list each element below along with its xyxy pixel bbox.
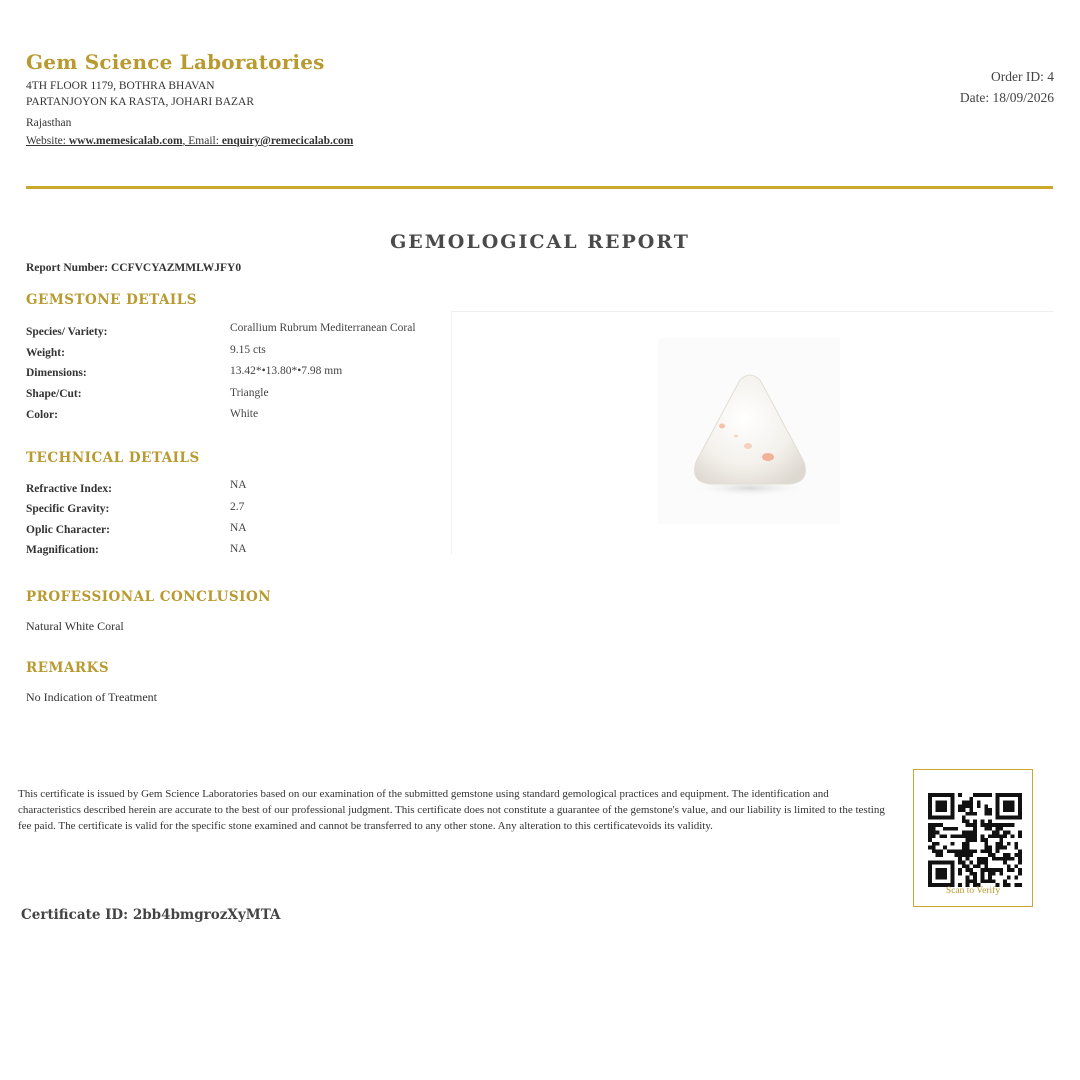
- report-number: Report Number: CCFVCYAZMMLWJFY0: [26, 262, 242, 274]
- gem-row-label: Shape/Cut:: [26, 388, 82, 400]
- remarks-text: No Indication of Treatment: [26, 690, 157, 704]
- qr-caption: Scan to Verify: [945, 886, 1001, 896]
- tech-row-value: NA: [230, 479, 247, 491]
- tech-row-label: Magnification:: [26, 544, 99, 556]
- gem-row-label: Dimensions:: [26, 367, 87, 379]
- address-line-3: Rajasthan: [26, 117, 72, 129]
- address-line-2: PARTANJOYON KA RASTA, JOHARI BAZAR: [26, 96, 255, 108]
- address-line-1: 4TH FLOOR 1179, BOTHRA BHAVAN: [26, 80, 215, 92]
- gem-row-value: Corallium Rubrum Mediterranean Coral: [230, 322, 416, 334]
- gem-row-value: White: [230, 408, 259, 420]
- website-label: Website:: [26, 135, 69, 147]
- lab-name: Gem Science Laboratories: [26, 50, 325, 74]
- website-link[interactable]: www.memesicalab.com: [68, 135, 183, 147]
- gem-row-value: 9.15 cts: [230, 344, 266, 356]
- contact-line: [26, 135, 353, 147]
- gemstone-details-heading: GEMSTONE DETAILS: [26, 292, 197, 308]
- gemstone-image: [660, 340, 840, 530]
- conclusion-text: Natural White Coral: [26, 619, 124, 633]
- gem-row-label: Color:: [26, 409, 58, 421]
- report-title: GEMOLOGICAL REPORT: [390, 231, 690, 253]
- conclusion-heading: PROFESSIONAL CONCLUSION: [26, 589, 272, 605]
- remarks-heading: REMARKS: [26, 660, 110, 676]
- report-date: Date: 18/09/2026: [959, 90, 1054, 105]
- tech-row-label: Specific Gravity:: [26, 503, 110, 515]
- certificate-id: Certificate ID: 2bb4bmgrozXyMTA: [21, 907, 281, 923]
- tech-row-value: 2.7: [230, 501, 245, 513]
- gem-row-label: Weight:: [26, 347, 65, 359]
- email-link[interactable]: enquiry@remecicalab.com: [221, 135, 354, 147]
- qr-code[interactable]: [928, 793, 1022, 887]
- gem-row-value: Triangle: [230, 387, 269, 399]
- email-label: , Email:: [182, 135, 222, 147]
- gem-row-label: Species/ Variety:: [26, 326, 108, 338]
- order-id: Order ID: 4: [991, 69, 1054, 84]
- disclaimer-text: This certificate is issued by Gem Science Laboratories based on our examination of the submitted gemstone using standard gemological practices and equipment. The identification and characteristics described herein are accurate to the best of our professional judgment. This certificate does not constitute a guarantee of the gemstone's value, and our liability is limited to the testing fee paid. The certificate is valid for the specific stone examined and cannot be transferred to any other stone. Any alteration to this certificatevoids its validity.: [18, 788, 885, 832]
- gem-row-value: 13.42*•13.80*•7.98 mm: [230, 365, 343, 377]
- tech-row-value: NA: [230, 522, 247, 534]
- header-divider: [26, 186, 1053, 189]
- technical-details-heading: TECHNICAL DETAILS: [26, 450, 200, 466]
- tech-row-label: Oplic Character:: [26, 524, 110, 536]
- tech-row-value: NA: [230, 543, 247, 555]
- tech-row-label: Refractive Index:: [26, 483, 112, 495]
